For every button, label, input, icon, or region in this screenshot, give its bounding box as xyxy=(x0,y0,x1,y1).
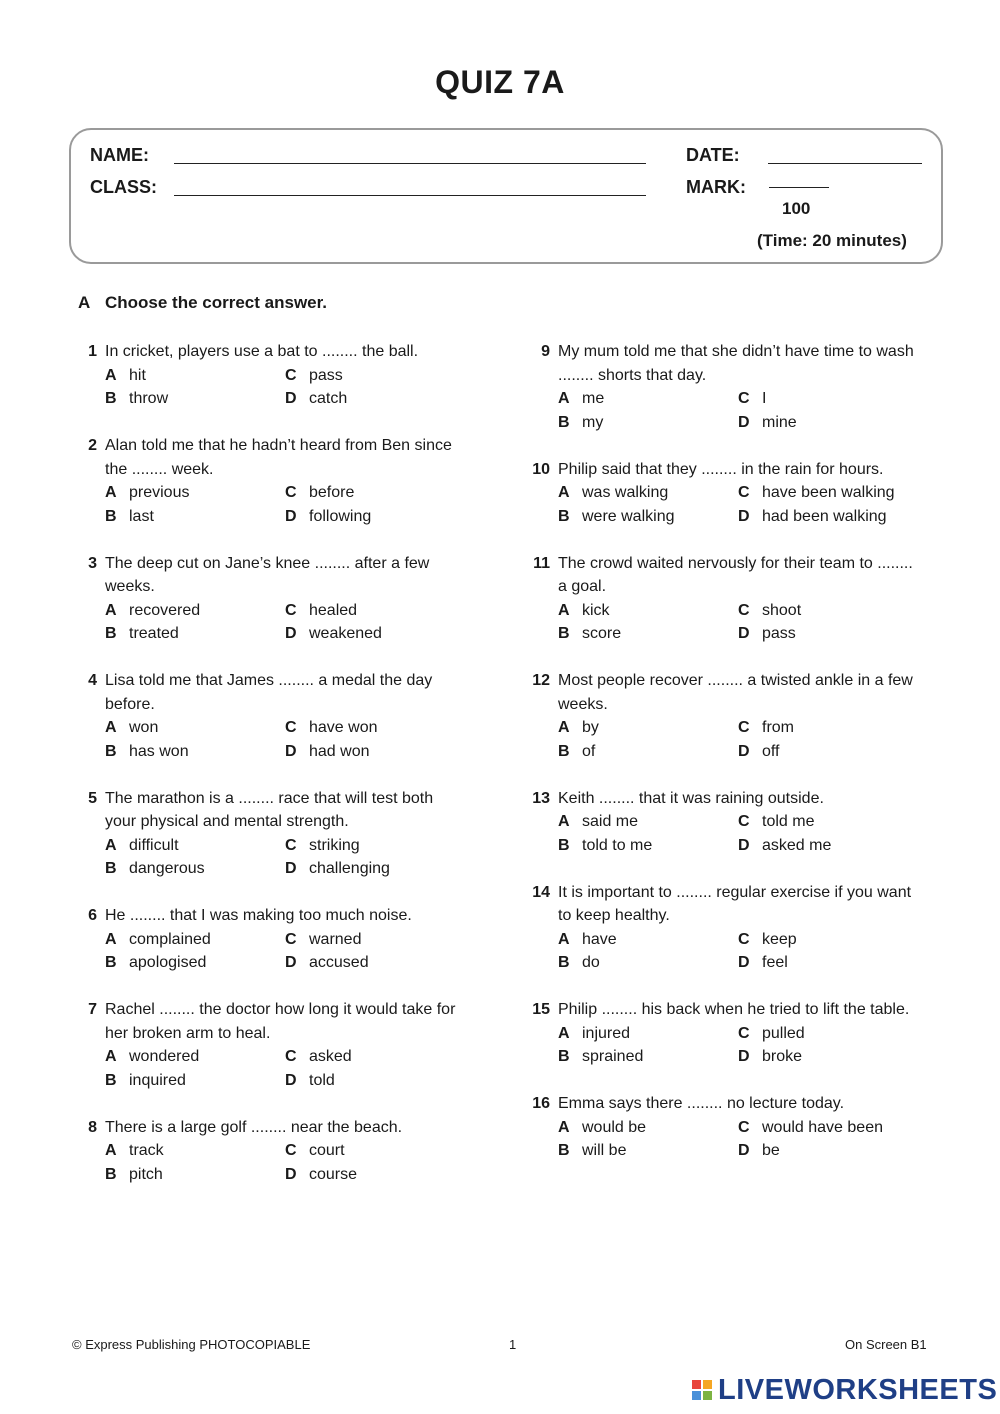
question-5 xyxy=(75,787,465,881)
option-a[interactable]: A by xyxy=(558,719,599,736)
option-a[interactable]: A have xyxy=(558,930,617,948)
option-b[interactable]: B dangerous xyxy=(105,860,205,877)
option-b[interactable]: B has won xyxy=(105,742,189,760)
question-text: My mum told me that she didn’t have time to wash ........ shorts that day. xyxy=(558,343,914,384)
question-text: The crowd waited nervously for their team to ........ a goal. xyxy=(558,554,913,595)
section-instruction: Choose the correct answer. xyxy=(105,293,328,312)
option-a[interactable]: A track xyxy=(105,1142,164,1159)
option-c[interactable]: C I xyxy=(738,390,767,407)
option-c[interactable]: C healed xyxy=(285,601,358,619)
question-16 xyxy=(528,1092,918,1163)
question-15 xyxy=(528,998,918,1069)
question-12 xyxy=(528,669,918,763)
question-4 xyxy=(75,669,465,763)
question-text: Keith ........ that it was raining outside. xyxy=(558,789,824,807)
option-c[interactable]: C court xyxy=(285,1142,345,1159)
option-b[interactable]: B told to me xyxy=(558,836,653,854)
option-b[interactable]: B sprained xyxy=(558,1048,644,1065)
question-text: He ........ that I was making too much noise. xyxy=(105,907,412,924)
option-d[interactable]: D broke xyxy=(738,1048,803,1065)
question-text: Most people recover ........ a twisted ankle in a few weeks. xyxy=(558,672,913,713)
question-11 xyxy=(528,552,918,646)
option-a[interactable]: A previous xyxy=(105,484,190,501)
option-b[interactable]: B my xyxy=(558,413,604,431)
option-b[interactable]: B score xyxy=(558,625,622,642)
option-b[interactable]: B pitch xyxy=(105,1165,163,1183)
question-13 xyxy=(528,787,918,858)
question-text: Rachel ........ the doctor how long it would take for her broken arm to heal. xyxy=(105,1001,456,1042)
question-text: The marathon is a ........ race that will test both your physical and mental strength. xyxy=(105,789,434,830)
footer-series: On Screen B1 xyxy=(845,1337,927,1352)
question-number: 6 xyxy=(88,907,97,924)
option-a[interactable]: A kick xyxy=(558,601,610,619)
liveworksheets-logo[interactable] xyxy=(692,1372,997,1408)
option-c[interactable]: C asked xyxy=(285,1048,352,1065)
question-number: 10 xyxy=(532,460,550,478)
option-a[interactable]: A hit xyxy=(105,366,146,384)
question-2 xyxy=(75,434,465,528)
question-1 xyxy=(75,340,465,411)
option-b[interactable]: B throw xyxy=(105,390,169,407)
date-label: DATE: xyxy=(686,145,740,165)
question-3 xyxy=(75,552,465,646)
question-7 xyxy=(75,998,465,1092)
option-d[interactable]: D accused xyxy=(285,954,369,971)
option-a[interactable]: A injured xyxy=(558,1024,631,1042)
question-number: 11 xyxy=(533,554,550,572)
question-number: 9 xyxy=(541,343,550,360)
option-c[interactable]: C pass xyxy=(285,366,343,384)
question-text: It is important to ........ regular exercise if you want to keep healthy. xyxy=(558,883,912,924)
option-d[interactable]: D had won xyxy=(285,742,370,760)
question-number: 5 xyxy=(88,789,97,807)
footer-page-number: 1 xyxy=(509,1337,517,1352)
question-number: 15 xyxy=(532,1001,550,1018)
question-text: Philip ........ his back when he tried to lift the table. xyxy=(558,1001,910,1018)
option-c[interactable]: C have been walking xyxy=(738,484,895,501)
option-c[interactable]: C pulled xyxy=(738,1024,805,1042)
questions-right-column xyxy=(528,340,918,1186)
option-b[interactable]: B inquired xyxy=(105,1071,186,1089)
question-number: 13 xyxy=(532,789,550,807)
option-c[interactable]: C have won xyxy=(285,719,378,736)
student-info-box xyxy=(69,128,943,264)
option-b[interactable]: B were walking xyxy=(558,507,675,525)
footer-copyright: © Express Publishing PHOTOCOPIABLE xyxy=(72,1337,311,1352)
question-text: Emma says there ........ no lecture today. xyxy=(558,1095,845,1112)
section-letter: A xyxy=(78,293,91,312)
option-c[interactable]: C striking xyxy=(285,836,360,854)
page-title: QUIZ 7A xyxy=(435,64,565,100)
mark-field[interactable] xyxy=(769,187,829,188)
option-d[interactable]: D catch xyxy=(285,390,348,407)
time-limit: (Time: 20 minutes) xyxy=(757,231,907,250)
option-c[interactable]: C shoot xyxy=(738,601,802,619)
question-9 xyxy=(528,340,918,434)
question-text: In cricket, players use a bat to ........ the ball. xyxy=(105,343,419,360)
question-text: Lisa told me that James ........ a medal the day before. xyxy=(105,672,433,713)
questions-left-column xyxy=(75,340,465,1210)
brand-name: LIVEWORKSHEETS xyxy=(718,1373,998,1406)
mark-total: 100 xyxy=(782,199,811,218)
option-d[interactable]: D pass xyxy=(738,625,796,642)
option-d[interactable]: D feel xyxy=(738,954,788,971)
question-6 xyxy=(75,904,465,975)
option-d[interactable]: D challenging xyxy=(285,860,390,877)
question-number: 1 xyxy=(88,343,97,360)
option-b[interactable]: B apologised xyxy=(105,954,207,971)
option-c[interactable]: C would have been xyxy=(738,1118,883,1136)
option-c[interactable]: C before xyxy=(285,484,355,501)
class-label: CLASS: xyxy=(90,177,157,197)
option-a[interactable]: A difficult xyxy=(105,836,179,854)
mark-label: MARK: xyxy=(686,177,746,197)
name-field[interactable] xyxy=(174,163,646,164)
option-d[interactable]: D weakened xyxy=(285,625,382,642)
option-a[interactable]: A said me xyxy=(558,813,639,830)
option-d[interactable]: D following xyxy=(285,507,372,525)
question-14 xyxy=(528,881,918,975)
question-number: 3 xyxy=(88,554,97,572)
question-number: 12 xyxy=(532,672,550,689)
option-d[interactable]: D told xyxy=(285,1071,335,1089)
option-a[interactable]: A wondered xyxy=(105,1048,200,1065)
date-field[interactable] xyxy=(768,163,922,164)
option-a[interactable]: A recovered xyxy=(105,601,201,619)
question-number: 14 xyxy=(532,883,550,901)
question-text: Philip said that they ........ in the rain for hours. xyxy=(558,460,884,478)
option-a[interactable]: A me xyxy=(558,390,605,407)
option-b[interactable]: B will be xyxy=(558,1142,627,1159)
question-number: 7 xyxy=(88,1001,97,1018)
question-8 xyxy=(75,1116,465,1187)
option-c[interactable]: C warned xyxy=(285,930,362,948)
option-d[interactable]: D asked me xyxy=(738,836,832,854)
option-c[interactable]: C from xyxy=(738,719,794,736)
option-a[interactable]: A was walking xyxy=(558,484,669,501)
option-b[interactable]: B do xyxy=(558,954,600,971)
option-d[interactable]: D had been walking xyxy=(738,507,887,525)
option-c[interactable]: C keep xyxy=(738,930,797,948)
option-a[interactable]: A would be xyxy=(558,1118,647,1136)
question-number: 2 xyxy=(88,437,97,454)
option-d[interactable]: D off xyxy=(738,742,780,760)
option-c[interactable]: C told me xyxy=(738,813,815,830)
question-text: There is a large golf ........ near the beach. xyxy=(105,1118,403,1136)
question-text: Alan told me that he hadn’t heard from Ben since the ........ week. xyxy=(105,437,452,478)
question-10 xyxy=(528,458,918,529)
option-d[interactable]: D course xyxy=(285,1165,358,1183)
option-a[interactable]: A won xyxy=(105,719,159,736)
question-number: 4 xyxy=(88,672,97,689)
question-number: 16 xyxy=(532,1095,550,1112)
option-d[interactable]: D mine xyxy=(738,413,797,431)
class-field[interactable] xyxy=(174,195,646,196)
option-b[interactable]: B treated xyxy=(105,625,179,642)
option-d[interactable]: D be xyxy=(738,1142,780,1159)
liveworksheets-icon xyxy=(692,1380,712,1400)
option-a[interactable]: A complained xyxy=(105,930,211,948)
option-b[interactable]: B of xyxy=(558,742,596,760)
option-b[interactable]: B last xyxy=(105,507,154,525)
question-number: 8 xyxy=(88,1118,97,1136)
name-label: NAME: xyxy=(90,145,149,165)
section-heading xyxy=(78,293,327,313)
question-text: The deep cut on Jane’s knee ........ after a few weeks. xyxy=(105,554,430,595)
